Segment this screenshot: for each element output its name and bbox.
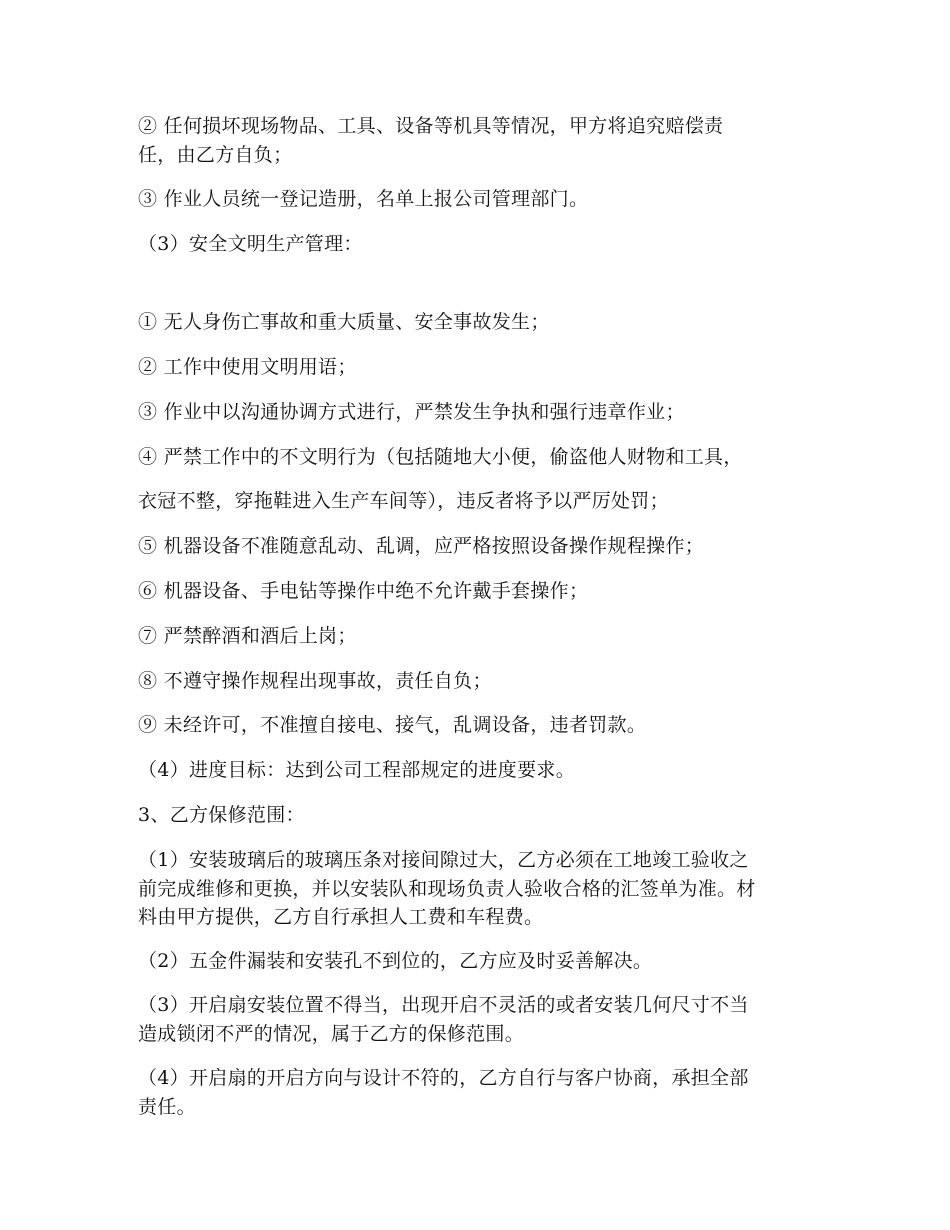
text-line: ⑦ 严禁醉酒和酒后上岗； [138,625,357,647]
text-line: 前完成维修和更换，并以安装队和现场负责人验收合格的汇签单为准。材 [138,878,756,900]
section-heading: （3）安全文明生产管理： [138,233,363,255]
text-line: ② 任何损坏现场物品、工具、设备等机具等情况，甲方将追究赔偿责 [138,115,724,137]
text-line: ⑧ 不遵守操作规程出现事故，责任自负； [138,670,492,692]
text-line: ⑥ 机器设备、手电钻等操作中绝不允许戴手套操作； [138,580,589,602]
text-line: 造成锁闭不严的情况，属于乙方的保修范围。 [138,1023,525,1045]
text-line: ③ 作业中以沟通协调方式进行，严禁发生争执和强行违章作业； [138,401,685,423]
text-line: ⑤ 机器设备不准随意乱动、乱调，应严格按照设备操作规程操作； [138,535,705,557]
section-heading: 3、乙方保修范围： [138,804,305,826]
text-line: ③ 作业人员统一登记造册，名单上报公司管理部门。 [138,188,589,210]
text-line: ④ 严禁工作中的不文明行为（包括随地大小便，偷盗他人财物和工具， [138,446,743,468]
text-line: （3）开启扇安装位置不得当，出现开启不灵活的或者安装几何尺寸不当 [138,994,749,1016]
text-line: ① 无人身伤亡事故和重大质量、安全事故发生； [138,311,550,333]
text-line: 衣冠不整，穿拖鞋进入生产车间等），违反者将予以严厉处罚； [138,490,669,512]
text-line: （1）安装玻璃后的玻璃压条对接间隙过大，乙方必须在工地竣工验收之 [138,849,749,871]
text-line: ② 工作中使用文明用语； [138,356,357,378]
section-heading: （4）进度目标：达到公司工程部规定的进度要求。 [138,759,575,781]
text-line: 料由甲方提供，乙方自行承担人工费和车程费。 [138,906,544,928]
text-line: （4）开启扇的开启方向与设计不符的，乙方自行与客户协商，承担全部 [138,1067,749,1089]
text-line: （2）五金件漏装和安装孔不到位的，乙方应及时妥善解决。 [138,950,653,972]
text-line: ⑨ 未经许可，不准擅自接电、接气，乱调设备，违者罚款。 [138,714,647,736]
text-line: 任，由乙方自负； [138,144,293,166]
text-line: 责任。 [138,1096,196,1118]
